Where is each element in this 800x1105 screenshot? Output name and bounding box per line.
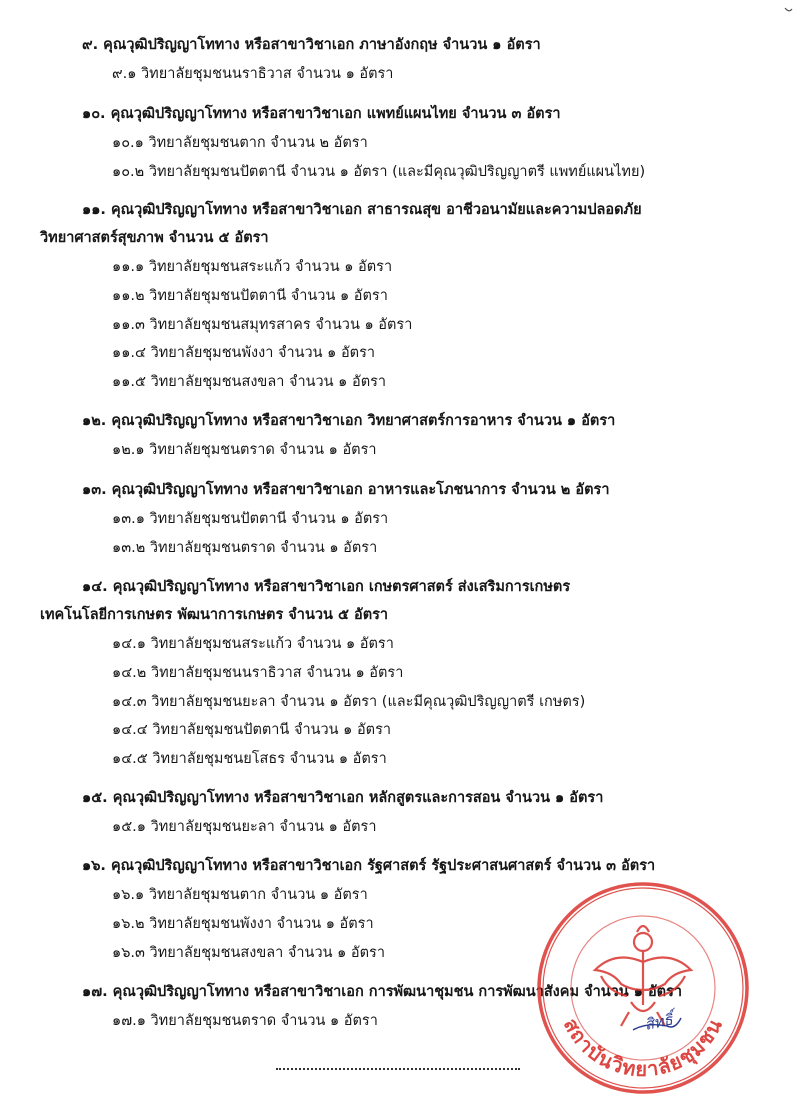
section-16-item-2: ๑๖.๒ วิทยาลัยชุมชนพังงา จำนวน ๑ อัตรา	[112, 916, 374, 932]
section-14-item-5: ๑๔.๕ วิทยาลัยชุมชนยโสธร จำนวน ๑ อัตรา	[112, 751, 387, 767]
section-16-heading: ๑๖. คุณวุฒิปริญญาโททาง หรือสาขาวิชาเอก รัฐศาสตร์ รัฐประศาสนศาสตร์ จำนวน ๓ อัตรา	[82, 858, 656, 874]
section-11-heading: ๑๑. คุณวุฒิปริญญาโททาง หรือสาขาวิชาเอก สาธารณสุข อาชีวอนามัยและความปลอดภัย	[82, 202, 642, 218]
section-11-heading-cont: วิทยาศาสตร์สุขภาพ จำนวน ๕ อัตรา	[40, 230, 269, 246]
section-10-item-1: ๑๐.๑ วิทยาลัยชุมชนตาก จำนวน ๒ อัตรา	[112, 135, 368, 151]
section-12-item-1: ๑๒.๑ วิทยาลัยชุมชนตราด จำนวน ๑ อัตรา	[112, 442, 377, 458]
section-10-item-2: ๑๐.๒ วิทยาลัยชุมชนปัตตานี จำนวน ๑ อัตรา (และมีคุณวุฒิปริญญาตรี แพทย์แผนไทย)	[112, 164, 646, 180]
section-14-item-1: ๑๔.๑ วิทยาลัยชุมชนสระแก้ว จำนวน ๑ อัตรา	[112, 636, 394, 652]
section-13-heading: ๑๓. คุณวุฒิปริญญาโททาง หรือสาขาวิชาเอก อาหารและโภชนาการ จำนวน ๒ อัตรา	[82, 482, 610, 498]
section-17-heading: ๑๗. คุณวุฒิปริญญาโททาง หรือสาขาวิชาเอก การพัฒนาชุมชน การพัฒนาสังคม จำนวน ๑ อัตรา	[82, 984, 683, 1000]
section-15-item-1: ๑๕.๑ วิทยาลัยชุมชนยะลา จำนวน ๑ อัตรา	[112, 819, 377, 835]
section-13-item-2: ๑๓.๒ วิทยาลัยชุมชนตราด จำนวน ๑ อัตรา	[112, 540, 378, 556]
section-16-item-1: ๑๖.๑ วิทยาลัยชุมชนตาก จำนวน ๑ อัตรา	[112, 887, 368, 903]
section-12-heading: ๑๒. คุณวุฒิปริญญาโททาง หรือสาขาวิชาเอก วิทยาศาสตร์การอาหาร จำนวน ๑ อัตรา	[82, 413, 616, 429]
section-14-item-4: ๑๔.๔ วิทยาลัยชุมชนปัตตานี จำนวน ๑ อัตรา	[112, 722, 392, 738]
garuda-emblem-icon	[595, 926, 691, 1026]
dotted-footer-line	[276, 1068, 520, 1070]
section-11-item-4: ๑๑.๔ วิทยาลัยชุมชนพังงา จำนวน ๑ อัตรา	[112, 345, 376, 361]
stamp-arc-text: สถาบันวิทยาลัยชุมชน	[558, 1014, 728, 1082]
section-11-item-5: ๑๑.๕ วิทยาลัยชุมชนสงขลา จำนวน ๑ อัตรา	[112, 374, 387, 390]
section-9-item-1: ๙.๑ วิทยาลัยชุมชนนราธิวาส จำนวน ๑ อัตรา	[112, 66, 394, 82]
section-16-item-3: ๑๖.๓ วิทยาลัยชุมชนสงขลา จำนวน ๑ อัตรา	[112, 945, 385, 961]
section-15-heading: ๑๕. คุณวุฒิปริญญาโททาง หรือสาขาวิชาเอก หลักสูตรและการสอน จำนวน ๑ อัตรา	[82, 790, 604, 806]
section-13-item-1: ๑๓.๑ วิทยาลัยชุมชนปัตตานี จำนวน ๑ อัตรา	[112, 511, 389, 527]
section-14-item-3: ๑๔.๓ วิทยาลัยชุมชนยะลา จำนวน ๑ อัตรา (และมีคุณวุฒิปริญญาตรี เกษตร)	[112, 694, 586, 710]
page-corner-mark	[783, 0, 793, 8]
section-9-heading: ๙. คุณวุฒิปริญญาโททาง หรือสาขาวิชาเอก ภาษาอังกฤษ จำนวน ๑ อัตรา	[82, 37, 541, 53]
section-17-item-1: ๑๗.๑ วิทยาลัยชุมชนตราด จำนวน ๑ อัตรา	[112, 1013, 378, 1029]
section-10-heading: ๑๐. คุณวุฒิปริญญาโททาง หรือสาขาวิชาเอก แพทย์แผนไทย จำนวน ๓ อัตรา	[82, 106, 561, 122]
section-14-item-2: ๑๔.๒ วิทยาลัยชุมชนนราธิวาส จำนวน ๑ อัตรา	[112, 665, 404, 681]
section-11-item-1: ๑๑.๑ วิทยาลัยชุมชนสระแก้ว จำนวน ๑ อัตรา	[112, 259, 393, 275]
section-11-item-3: ๑๑.๓ วิทยาลัยชุมชนสมุทรสาคร จำนวน ๑ อัตรา	[112, 317, 413, 333]
section-14-heading: ๑๔. คุณวุฒิปริญญาโททาง หรือสาขาวิชาเอก เกษตรศาสตร์ ส่งเสริมการเกษตร	[82, 579, 571, 595]
signature: สิทธิ์	[642, 1010, 675, 1034]
section-11-item-2: ๑๑.๒ วิทยาลัยชุมชนปัตตานี จำนวน ๑ อัตรา	[112, 288, 388, 304]
official-seal-stamp	[535, 880, 750, 1095]
section-14-heading-cont: เทคโนโลยีการเกษตร พัฒนาการเกษตร จำนวน ๕ อัตรา	[40, 607, 389, 623]
